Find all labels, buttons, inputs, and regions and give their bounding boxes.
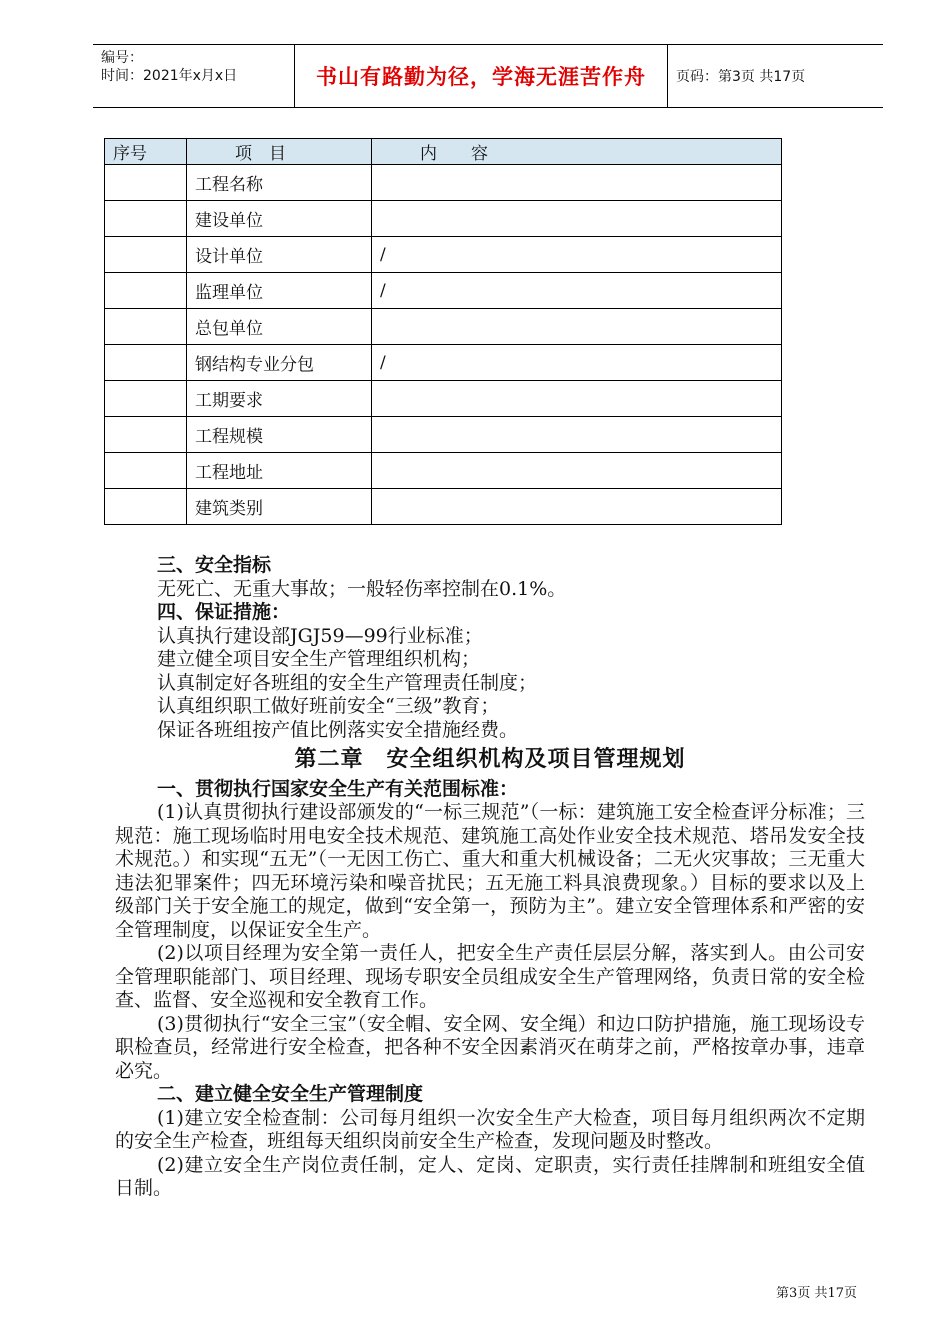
table-cell-item: 工程规模: [187, 417, 372, 453]
table-cell-no: [105, 273, 187, 309]
chapter-section-1-title: 一、贯彻执行国家安全生产有关范围标准：: [157, 777, 519, 800]
column-header-content: 内 容: [372, 139, 782, 165]
table-cell-item: 建设单位: [187, 201, 372, 237]
table-cell-no: [105, 201, 187, 237]
table-row: [105, 381, 782, 417]
table-cell-no: [105, 165, 187, 201]
header-time: 时间：2021年x月x日: [101, 68, 238, 84]
table-cell-content: /: [372, 345, 782, 381]
section-4-item: 认真执行建设部JGJ59—99行业标准；: [157, 624, 483, 647]
chapter-section-2-title: 二、建立健全安全生产管理制度: [157, 1083, 424, 1105]
table-row: [105, 345, 782, 381]
table-cell-content: /: [372, 273, 782, 309]
table-row: [105, 417, 782, 453]
chapter-section-1-para: (2)以项目经理为安全第一责任人，把安全生产责任层层分解，落实到人。由公司安全管理职能部门、项目经理、现场专职安全员组成安全生产管理网络，负责日常的安全检查、监督、安全巡视和安全教育工作。: [115, 942, 865, 1011]
section-4-title: 四、保证措施：: [157, 601, 291, 623]
table-row: [105, 309, 782, 345]
header-meta: [101, 49, 237, 85]
section-4-item: 认真组织职工做好班前安全“三级”教育；: [157, 695, 500, 717]
table-cell-item: 钢结构专业分包: [187, 345, 372, 381]
table-cell-no: [105, 237, 187, 273]
table-row: [105, 489, 782, 525]
table-cell-content: /: [372, 237, 782, 273]
table-cell-item: 总包单位: [187, 309, 372, 345]
header-page-number: 页码：第3页 共17页: [676, 69, 806, 85]
table-cell-content: [372, 417, 782, 453]
table-cell-content: [372, 201, 782, 237]
chapter-section-1-para: (1)认真贯彻执行建设部颁发的“一标三规范”（一标：建筑施工安全检查评分标准；三规范：施工现场临时用电安全技术规范、建筑施工高处作业安全技术规范、塔吊发安全技术规范。）和实现“五无”（一无因工伤亡、重大和重大机械设备；二无火灾事故；三无重大违法犯罪案件；四无环境污染和噪音扰民；五无施工料具浪费现象。）目标的要求以及上级部门关于安全施工的规定，做到“安全第一，预防为主”。建立安全管理体系和严密的安全管理制度，以保证安全生产。: [115, 801, 865, 941]
section-3-title: 三、安全指标: [157, 554, 272, 576]
table-cell-no: [105, 381, 187, 417]
table-cell-content: [372, 381, 782, 417]
chapter-section-1-para: (3)贯彻执行“安全三宝”（安全帽、安全网、安全绳）和边口防护措施，施工现场设专职检查员，经常进行安全检查，把各种不安全因素消灭在萌芽之前，严格按章办事，违章必究。: [115, 1012, 865, 1082]
section-4-item: 保证各班组按产值比例落实安全措施经费。: [157, 718, 519, 741]
table-cell-no: [105, 489, 187, 525]
section-4-item: 建立健全项目安全生产管理组织机构；: [157, 648, 481, 670]
document-body: [115, 554, 865, 1201]
chapter-title: 第二章 安全组织机构及项目管理规划: [294, 747, 686, 772]
table-header-row: [105, 139, 782, 165]
table-row: [105, 237, 782, 273]
page-footer: 第3页 共17页: [776, 1286, 857, 1301]
table-cell-content: [372, 309, 782, 345]
table-cell-item: 建筑类别: [187, 489, 372, 525]
chapter-section-2-para: (2)建立安全生产岗位责任制，定人、定岗、定职责，实行责任挂牌制和班组安全值日制。: [115, 1153, 865, 1199]
table-cell-content: [372, 453, 782, 489]
page-header: [93, 44, 883, 108]
table-cell-item: 工期要求: [187, 381, 372, 417]
table-cell-no: [105, 453, 187, 489]
section-4-item: 认真制定好各班组的安全生产管理责任制度；: [157, 671, 538, 694]
project-info-table: [104, 138, 782, 525]
table-cell-content: [372, 165, 782, 201]
table-cell-no: [105, 417, 187, 453]
chapter-section-2-para: (1)建立安全检查制：公司每月组织一次安全生产大检查，项目每月组织两次不定期的安全生产检查，班组每天组织岗前安全生产检查，发现问题及时整改。: [115, 1106, 865, 1152]
section-3-text: 无死亡、无重大事故；一般轻伤率控制在0.1%。: [157, 577, 567, 600]
table-row: [105, 453, 782, 489]
header-motto: 书山有路勤为径，学海无涯苦作舟: [294, 45, 668, 107]
table-cell-item: 工程名称: [187, 165, 372, 201]
table-cell-no: [105, 309, 187, 345]
table-cell-item: 工程地址: [187, 453, 372, 489]
table-cell-content: [372, 489, 782, 525]
table-cell-item: 监理单位: [187, 273, 372, 309]
table-row: [105, 201, 782, 237]
column-header-no: 序号: [105, 139, 187, 165]
table-row: [105, 273, 782, 309]
header-serial: 编号：: [101, 50, 143, 66]
column-header-item: 项 目: [187, 139, 372, 165]
table-cell-item: 设计单位: [187, 237, 372, 273]
table-cell-no: [105, 345, 187, 381]
table-row: [105, 165, 782, 201]
